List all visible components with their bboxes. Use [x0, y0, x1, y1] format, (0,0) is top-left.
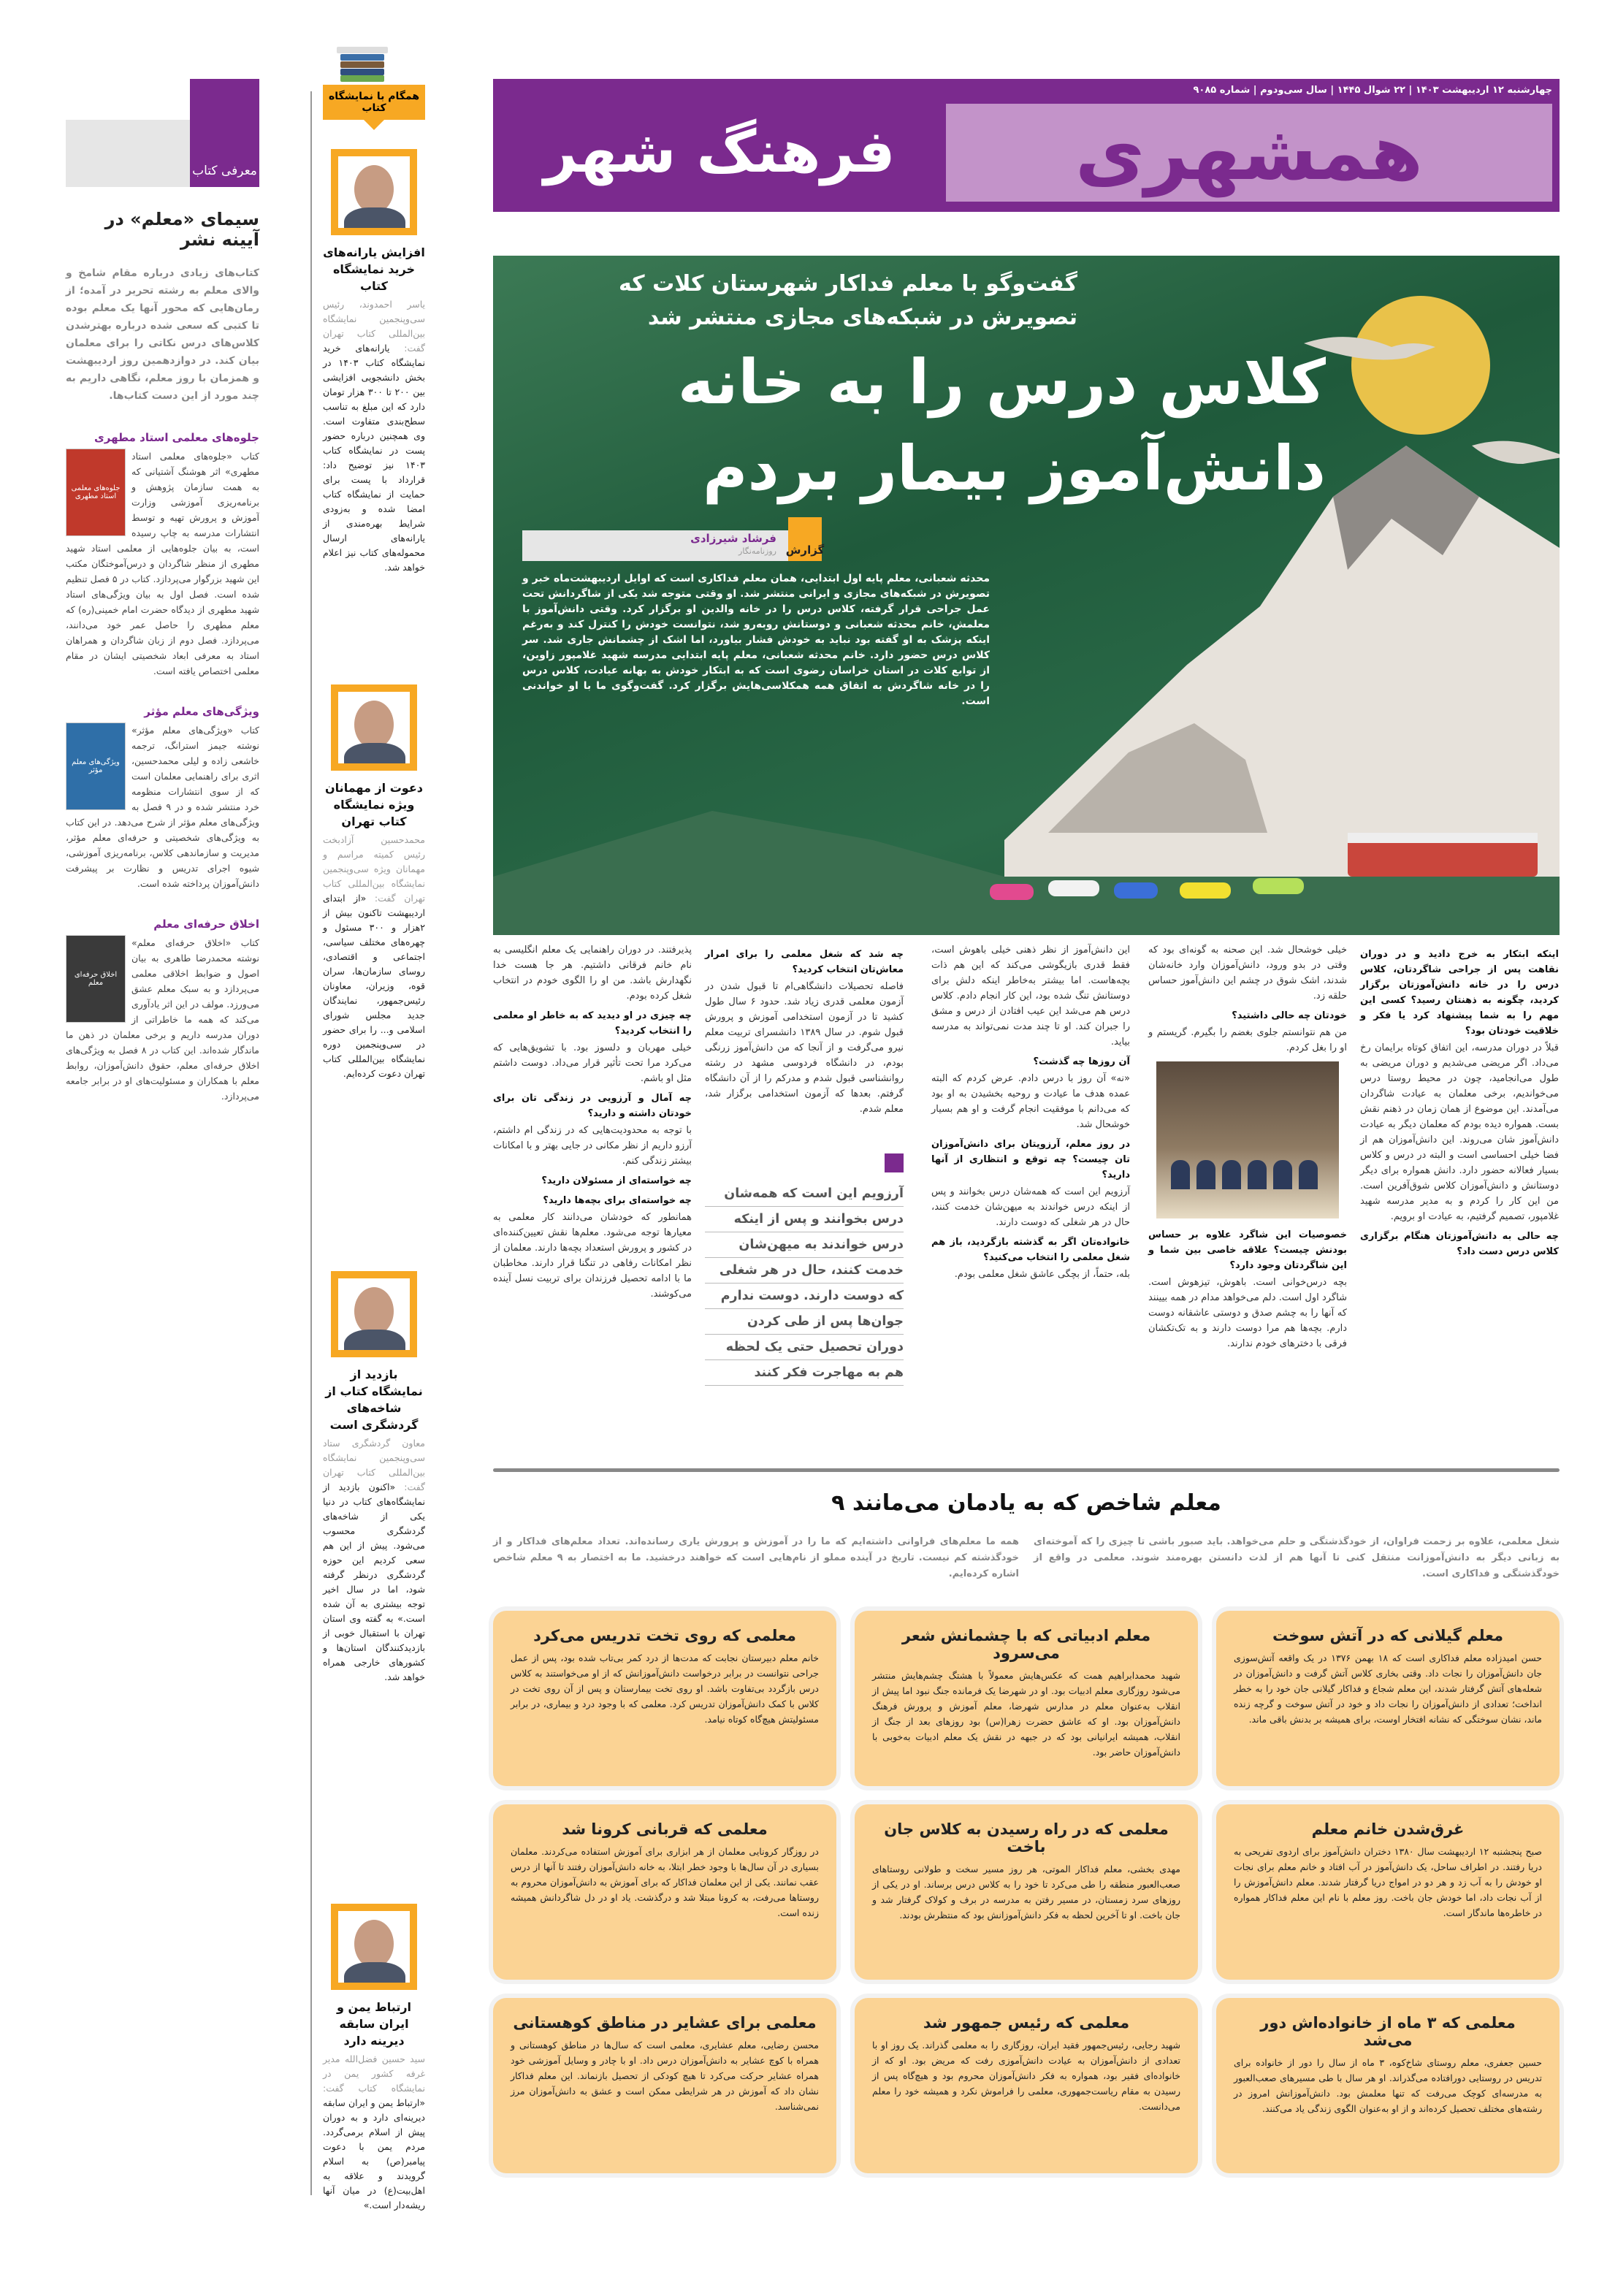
- masthead: [493, 79, 1560, 212]
- section-logo: فرهنگ شهر: [543, 118, 896, 186]
- portrait-photo: [331, 1271, 417, 1357]
- teacher-profile-title: غرق‌شدن خانم معلم: [1311, 1820, 1465, 1838]
- teacher-profile-box: [493, 1611, 836, 1786]
- interview-question: چه خواسته‌ای برای بچه‌ها دارید؟: [543, 1195, 692, 1206]
- interview-answer: بچه درس‌خوانی است. باهوش، تیزهوش است. شاگرد اول است. دلم می‌خواهد مدام در همه بیینند که آنها را به چشم صدق و دوستی عاشقانه دوست دارم. بچه‌ها هم مرا دوست دارند و به تک‌تکشان فرقی با دخترهای خودم ندارند.: [1148, 1277, 1347, 1349]
- book-review-title: اخلاق حرفه‌ای معلم: [153, 918, 259, 931]
- teacher-profile-text: در روزگار کرونایی معلمان از هر ابزاری برای آموزش استفاده می‌کردند. معلمان بسیاری در آن سال‌ها با وجود خطر ابتلا، به خانه دانش‌آموزان رفتند تا آنها از درس عقب نمانند. یکی از این معلمان فداکار که برای آموزش به دانش‌آموزان محروم به روستاها می‌رفت، به کرونا مبتلا شد و درگذشت. یاد او در دل شاگردانش همیشه زنده است.: [511, 1846, 819, 1918]
- interview-answer: با توجه به محدودیت‌هایی که در زندگی ام داشتم، آرزو داریم از نظر مکانی در جایی بهتر و با امکانات بیشتر زندگی کنم.: [493, 1125, 692, 1167]
- interview-question: چه چیزی در او دیدید که به خاطر او معلمی را انتخاب کردید؟: [493, 1010, 692, 1037]
- author-name: فرشاد شیرزادی: [690, 532, 776, 545]
- interview-question: اینکه ابتکار به خرج دادید و در دوران نقاهت پس از جراحی شاگردتان، کلاس درس را در خانه دانش‌آموزتان برگزار کردید، چگونه به ذهنتان رسید؟ کسی این مهم را به شما پیشنهاد کرد یا فکر و خلاقیت خودتان بود؟: [1360, 949, 1559, 1037]
- book-fair-header: همگام با نمایشگاه کتاب: [323, 85, 425, 120]
- book-review-text: کتاب «ویژگی‌های معلم مؤثر» نوشته جیمز استرانگ، ترجمه خاشعی زاده و لیلی محمدحسین، اثری برای راهنمایی معلمان است که از سوی انتشارات منظومه خرد منتشر شده و در ۹ فصل به ویژگی‌های معلم مؤثر از شرح می‌دهد. در این کتاب به ویژگی‌های شخصیتی و حرفه‌ای معلم مؤثر، مدیریت و سازماندهی کلاس، برنامه‌ریزی آموزشی، شیوه اجرای تدریس و نظارت بر پیشرفت دانش‌آموزان پرداخته شده است.: [66, 725, 259, 889]
- interview-answer: همانطور که خودشان می‌دانند کار معلمی به معیارها توجه می‌شود. معلم‌ها نقش تعیین‌کننده‌ای در کشور و پرورش استعداد بچه‌ها دارند. معلمان از نظر امکانات رفاهی در تنگنا قرار دارند. مخاطبان ما با ادامه تحصیل فرزندان برای تربیت نسل آینده می‌کوشند.: [493, 1212, 692, 1300]
- news-brief-text: [323, 833, 425, 1081]
- teacher-profile-title: معلم گیلانی که در آتش سوخت: [1272, 1627, 1504, 1644]
- teacher-profile-title: معلمی که قربانی کرونا شد: [562, 1820, 768, 1838]
- teacher-profile-text: خانم معلم دبیرستان نجابت که مدت‌ها از درد کمر بی‌تاب شده بود، پس از عمل جراحی نتوانست در برابر درخواست دانش‌آموزانش که از او می‌خواستند به کلاس درس بازگردد بی‌تفاوت باشد. او روی تخت بیمارستان و پس از آن روی تخت در کلاس با کمک دانش‌آموزان تدریس کرد. معلمی که با وجود درد و بیماری، در برابر مسئولیتش هیچ‌گاه کوتاه نیامد.: [511, 1652, 819, 1725]
- book-review-text: کتاب «جلوه‌های معلمی استاد مطهری» اثر هوشنگ آشتیانی که به همت سازمان پژوهش و برنامه‌ریزی آموزشی وزارت آموزش و پرورش تهیه و توسط انتشارات مدرسه به چاپ رسیده است، به بیان جلوه‌هایی از معلمی استاد شهید مطهری از منظر شاگردان و درس‌آموختگان مکتب این شهید بزرگوار می‌پردازد. کتاب در ۵ فصل تنظیم شده است. فصل اول به بیان ویژگی‌های استاد شهید مطهری از دیدگاه حضرت امام خمینی(ره) که معلم مطهری را حاصل عمر خود می‌دانند، می‌پردازد. فصل دوم از زبان شاگردان و همراهان استاد به معرفی ابعاد شخصیتی ایشان در مقام معلمی اختصاص یافته است.: [66, 451, 259, 676]
- news-brief-text: [323, 297, 425, 575]
- teacher-profile-box: [1216, 1611, 1560, 1786]
- teacher-profile-box: [493, 1804, 836, 1980]
- interview-question: چه حالی به دانش‌آموزتان هنگام برگزاری کلاس درس دست داد؟: [1360, 1231, 1559, 1257]
- teacher-profile-title: معلمی برای عشایر در مناطق کوهستانی: [513, 2014, 817, 2032]
- chalk-white: [1048, 880, 1099, 896]
- person-image: [338, 1911, 410, 1983]
- teacher-profile-box: [1216, 1998, 1560, 2173]
- section-intro-right: شغل معلمی، علاوه بر زحمت فراوان، از خودگذشتگی و حلم می‌خواهد. باید صبور باشی تا چیزی را که آموخته‌ای به زبانی دیگر به دانش‌آموزانت منتقل کنی تا آنها هم از لذت دانستن بهره‌مند شوند. معلمی در واقع از خودگذشتگی و فداکاری است.: [1034, 1536, 1560, 1579]
- teacher-profile-title: معلمی که در راه رسیدن به کلاس جان باخت: [884, 1820, 1169, 1856]
- teacher-profile-text: حسن امیدزاده معلم فداکاری است که ۱۸ بهمن ۱۳۷۶ در یک واقعه آتش‌سوزی جان دانش‌آموزان را نجات داد. وقتی بخاری کلاس آتش گرفت و دانش‌آموزان در شعله‌های آتش گرفتار شدند، این معلم شجاع و فداکار گیلانی جان خود را به خطر انداخت؛ تعدادی از دانش‌آموزان را نجات داد و خود در آتش سوخت و گرچه زنده ماند، نشان سوختگی که نشانه افتخار اوست، برای همیشه بر بدنش باقی ماند.: [1234, 1652, 1542, 1725]
- news-brief-lead: معاون گردشگری ستاد سی‌وپنجمین نمایشگاه بین‌المللی کتاب تهران گفت:: [323, 1438, 425, 1492]
- news-brief-body: «اکنون بازدید از نمایشگاه‌های کتاب در دنیا یکی از شاخه‌های گردشگری محسوب می‌شود. پیش از این هم سعی کردیم این حوزه گردشگری درنظر گرفته شود، اما در سال اخیر توجه بیشتری به آن شده است.» به گفته وی استان تهران با استقبال خوبی از بازدیدکنندگان استان‌ها و کشورهای خارجی همراه خواهد شد.: [323, 1481, 425, 1682]
- interview-question: در روز معلم، آرزویتان برای دانش‌آموزان تان چیست؟ چه توقع و انتظاری از آنها دارید؟: [931, 1139, 1130, 1181]
- news-brief-lead: سید حسین فضل‌الله مدیر غرفه کشور یمن در نمایشگاه کتاب گفت:: [323, 2053, 425, 2094]
- news-brief-text: [323, 2052, 425, 2213]
- teacher-profiles-grid: [493, 1611, 1560, 2173]
- article-column: [705, 942, 904, 1386]
- article-column: [493, 942, 692, 1305]
- news-brief-title: دعوت از مهمانان ویژه نمایشگاه کتاب تهران: [325, 781, 423, 828]
- issue-date: چهارشنبه ۱۲ اردیبهشت ۱۴۰۳ | ۲۲ شوال ۱۴۴۵ | سال سی‌ودوم | شماره ۹۰۸۵: [1193, 85, 1552, 96]
- interview-answer: خیلی خوشحال شد. این صحنه به گونه‌ای بود که وقتی در بدو ورود، دانش‌آموزان وارد خانه‌شان شدند، اشک شوق در چشم این دانش‌آموز حساس حلقه زد.: [1148, 945, 1347, 1002]
- teacher-profile-text: محسن رضایی، معلم عشایری، معلمی است که سال‌ها در مناطق کوهستانی و همراه با کوچ عشایر به دانش‌آموزان درس داد. او با چادر و وسایل آموزشی خود همراه عشایر حرکت می‌کرد تا هیچ کودکی از تحصیل بازنماند. این معلم فداکار نشان داد که آموزش در هر شرایطی ممکن است و عشق به دانش‌آموزان مرز نمی‌شناسد.: [511, 2040, 819, 2112]
- article-type-badge: گزارش: [788, 517, 822, 561]
- book-fair-column: [299, 44, 425, 2213]
- student-figure: [1248, 1160, 1267, 1189]
- interview-question: خصوصیات این شاگرد علاوه بر حساس بودنش چیست؟ علاقه خاصی بین شما و این شاگردتان وجود دارد؟: [1148, 1229, 1347, 1271]
- news-brief-body: «ارتباط یمن و ایران سابقه دیرینه‌ای دارد و به دوران پیش از اسلام برمی‌گردد. مردم یمن با دعوت پیامبر(ص) به اسلام گرویدند و علاقه به اهل‌بیت(ع) در میان آنها ریشه‌دار است.»: [323, 2097, 425, 2211]
- teacher-profile-box: [1216, 1804, 1560, 1980]
- teacher-profile-box: [855, 1998, 1198, 2173]
- teacher-profile-title: معلم ادبیاتی که با چشمانش شعر می‌سرود: [901, 1627, 1151, 1662]
- book-review-title: جلوه‌های معلمی استاد مطهری: [94, 431, 259, 444]
- news-brief: [323, 149, 425, 575]
- article-column: [1148, 942, 1347, 1354]
- news-brief-title: ارتباط یمن و ایران سابقه دیرینه دارد: [336, 2000, 412, 2048]
- section-tag-bar: [66, 120, 259, 187]
- teacher-profile-text: شهید محمدابراهیم همت که عکس‌هایش معمولاً با هشتگ چشم‌هایش منتشر می‌شود روزگاری معلم ادبیات بود. او در شهرضا یک فرمانده جنگ نبود اما پیش از انقلاب به‌عنوان معلم در مدارس شهرضا، معلم آموزش و پرورش فرهنگ دانش‌آموزان بود. او که عاشق حضرت زهرا(س) بود روزهای بعد از جنگ از انقلاب، همیشه ایرانیانی بود که در جبهه در نقش یک معلم ادبیات به‌خوبی با دانش‌آموزان حاضر بود.: [872, 1670, 1180, 1758]
- interview-question: چه خواسته‌ای از مسئولان دارید؟: [541, 1175, 692, 1186]
- student-figure: [1273, 1160, 1292, 1189]
- book-cover-title: اخلاق حرفه‌ای معلم: [74, 971, 118, 987]
- hero-text-stack: [522, 267, 1326, 709]
- book-cover-title: جلوه‌های معلمی استاد مطهری: [71, 484, 121, 500]
- news-brief: [323, 1271, 425, 1685]
- teacher-profile-title: معلمی که ۳ ماه از خانواده‌اش دور می‌شد: [1260, 2014, 1516, 2049]
- chalk-green: [1253, 878, 1304, 894]
- teacher-profile-text: حسین جعفری، معلم روستای شاخ‌کوه، ۳ ماه از سال را دور از خانواده برای تدریس در روستایی دورافتاده می‌گذراند. او هر سال با طی مسیرهای صعب‌العبور به مدرسه‌ای کوچک می‌رفت که تنها معلمش بود. دانش‌آموزانش امروز در رشته‌های مختلف تحصیل کرده‌اند و از او به‌عنوان الگوی زندگی یاد می‌کنند.: [1234, 2057, 1542, 2114]
- person-image: [338, 1278, 410, 1350]
- interview-answer: این دانش‌آموز از نظر ذهنی خیلی باهوش است، فقط قدری بازیگوشی می‌کند که این هم ذات بچه‌هاست. اما بیشتر به‌خاطر اینکه دلش برای دوستانش تنگ شده بود، این کار انجام دادم. کلاس درس هم می‌شد این عیب افتادن از درس و مشق را جبران کند. او تا چند مدت نمی‌تواند به مدرسه بیاید.: [931, 945, 1130, 1048]
- classroom-photo: [1156, 1061, 1339, 1218]
- portrait-photo: [331, 149, 417, 235]
- sidebar-intro: کتاب‌های زیادی درباره مقام شامخ و والای معلم به رشته تحریر در آمده؛ از رمان‌هایی که محور آنها یک معلم بوده تا کتبی که سعی شده درباره بهترشدن کلاس‌های درس نکاتی را برای معلمان بیان کند. در دوازدهمین روز اردیبهشت و همزمان با روز معلم، نگاهی داریم به چند مورد از این دست کتاب‌ها.: [66, 267, 259, 402]
- student-figure: [1222, 1160, 1241, 1189]
- byline: [522, 530, 825, 561]
- book-cover-image: [66, 722, 126, 810]
- person-image: [338, 692, 410, 763]
- student-figure: [1171, 1160, 1190, 1189]
- news-brief-body: «از ابتدای اردیبهشت تاکنون بیش از ۲هزار و ۳۰۰ مسئول و چهره‌های مختلف سیاسی، اجتماعی و اقتصادی، روسای سازمان‌ها، سران قوه، وزیران، معاونان رئیس‌جمهور، نمایندگان جدید مجلس شورای اسلامی و... را برای حضور در سی‌وپنجمین دوره نمایشگاه بین‌المللی کتاب تهران دعوت کرده‌ایم.: [323, 893, 425, 1079]
- book-cover-title: ویژگی‌های معلم مؤثر: [72, 758, 120, 774]
- book-cover-image: [66, 935, 126, 1023]
- book-intro-sidebar: [66, 79, 259, 1104]
- article-column: [1360, 942, 1559, 1261]
- chalk-blue: [1114, 882, 1158, 899]
- pull-quote-line: که دوست دارند. دوست ندارم: [705, 1284, 904, 1309]
- news-brief: [323, 684, 425, 1081]
- section-intro-left: همه ما معلم‌های فراوانی داشته‌ایم که ما را در آموزش و پرورش یاری رسانده‌اند. تعداد معلم‌های فداکار و از خودگذشته کم نیست. تاریخ در آینده مملو از نام‌هایی است که خواهند درخشید. ما به اختصار به ۹ معلم شاخص اشاره کرده‌ایم.: [493, 1536, 1019, 1579]
- book-cover-image: [66, 449, 126, 536]
- interview-answer: پذیرفتند. در دوران راهنمایی یک معلم انگلیسی به نام خانم فرقانی داشتیم. هر جا هست خدا نگهدارش باشد. من او را الگوی خودم در انتخاب شغل کرده بودم.: [493, 945, 692, 1002]
- interview-question: آن روزها چه گذشت؟: [1033, 1056, 1130, 1067]
- teacher-profile-title: معلمی که رئیس جمهور شد: [923, 2014, 1130, 2032]
- teacher-profile-title: معلمی که روی تخت تدریس می‌کرد: [533, 1627, 796, 1644]
- pull-quote-line: درس بخوانند و پس از اینکه: [705, 1207, 904, 1232]
- interview-answer: «نه» آن روز با درس دادم. عرض کردم که البته عمده هدف ما عیادت و روحیه بخشیدن به او بود که می‌دانم با موفقیت انجام گرفت و او هم بسیار خوشحال شد.: [931, 1073, 1130, 1130]
- main-headline: کلاس درس را به خانه دانش‌آموز بیمار بردم: [677, 346, 1326, 504]
- book-review-text: کتاب «اخلاق حرفه‌ای معلم» نوشته محمدرضا طاهری به بیان اصول و ضوابط اخلاقی معلمی می‌پردازد و به سبک معلم عشق می‌ورزد. مولف در این اثر یادآوری می‌کند که همه ما خاطراتی از دوران مدرسه داریم و برخی معلمان در ذهن ما ماندگار شده‌اند. این کتاب در ۸ فصل به ویژگی‌های اخلاق حرفه‌ای معلم، حقوق دانش‌آموزان، روابط معلم با همکاران و مسئولیت‌های او در برابر جامعه می‌پردازد.: [66, 937, 259, 1102]
- interview-question: چه آمال و آرزویی در زندگی تان برای خودتان داشته و دارید؟: [493, 1093, 692, 1119]
- hero-illustration: [493, 256, 1560, 935]
- pull-quote-line: درس خواندند به میهن‌شان: [705, 1232, 904, 1258]
- interview-question: خانواده‌تان اگر به گذشته بازگردید، باز هم شغل معلمی را انتخاب می‌کنید؟: [931, 1237, 1130, 1263]
- cloud-shape: [1472, 441, 1560, 464]
- teacher-profile-text: مهدی بخشی، معلم فداکار الموتی، هر روز مسیر سخت و طولانی روستاهای صعب‌العبور منطقه را طی می‌کرد تا خود را به کلاس درس برساند. او در یکی از روزهای سرد زمستان، در مسیر رفتن به مدرسه در برف و کولاک گرفتار شد و جان باخت. او تا آخرین لحظه به فکر دانش‌آموزانش بود که منتظرش بودند.: [872, 1864, 1180, 1921]
- pull-quote-line: آرزویم این است که همه‌شان: [705, 1181, 904, 1207]
- interview-answer: قبلاً در دوران مدرسه، این اتفاق کوتاه برایمان رخ می‌داد. اگر مریضی می‌شدیم و دوران مریضی به طول می‌انجامید، چون در محیط روستا درس می‌خواندیم، برخی معلمان به عیادت شاگردان می‌آمدند. این موضوع از همان زمان در ذهنم نقش بست. همواره دیده بودم که معلمان دیگر به عیادت دانش‌آموز شان می‌روند. این دانش‌آموزان هم از فضا خیلی احساسی است و البته در درس و کلاس بسیار فعالانه حضور دارد. دانش همواره برای دیگر دوستانش و دانش‌آموزان کلاس شوق‌آفرین است. من این کار را کردم و به مدیر مدرسه شهید غلامپور، تصمیم گرفتیم، به عیادت او برویم.: [1360, 1042, 1559, 1222]
- pull-quote-line: هم به مهاجرت فکر کنند: [705, 1360, 904, 1386]
- chalk-pink: [990, 884, 1034, 900]
- news-brief-body: یارانه‌های خرید نمایشگاه کتاب ۱۴۰۳ در بخش دانشجویی افزایشی بین ۲۰۰ تا ۳۰۰ هزار تومان دارد که این مبلغ به تناسب سطح‌بندی متفاوت است. وی همچنین درباره حضور پست در نمایشگاه کتاب ۱۴۰۳ نیز توضیح داد: قرارداد با پست برای حمایت از نمایشگاه کتاب امضا شده و به‌زودی شرایط بهره‌مندی از یارانه‌های ارسال محموله‌های کتاب نیز اعلام خواهد شد.: [323, 343, 425, 573]
- column-divider: [310, 91, 312, 2195]
- section-divider: [493, 1468, 1560, 1472]
- section-tag: معرفی کتاب: [190, 79, 259, 187]
- interview-question: خودتان چه حالی داشتید؟: [1232, 1010, 1347, 1021]
- interview-answer: فاصله تحصیلات دانشگاهی‌ام تا قبول شدن در آزمون معلمی قدری زیاد شد. حدود ۶ سال طول کشید تا در آزمون استخدامی آموزش و پرورش قبول شوم. در سال ۱۳۸۹ دانشسرای تربیت معلم نیرو می‌گرفت و از آنجا که من دانش‌آموز زرنگی بودم، در دانشگاه فردوسی مشهد در رشته روانشناسی قبول شدم و مدرکم را از آن دانشگاه گرفتم. بعدها که آزمون استخدامی برگزار شد، معلم شدم.: [705, 981, 904, 1115]
- pull-quote: [705, 1153, 904, 1386]
- interview-answer: بله، حتماً، از بچگی عاشق شغل معلمی بودم.: [954, 1269, 1130, 1280]
- books-stack-icon: [333, 44, 392, 80]
- article-lede: محدثه شعبانی، معلم پایه اول ابتدایی، همان معلم فداکاری است که اوایل اردیبهشت‌ماه خبر و تصویرش در شبکه‌های مجازی و ایرانی منتشر شد. او وقتی متوجه شد یکی از شاگردانش تحت عمل جراحی قرار گرفته، کلاس درس را در خانه والدین او برگزار کرد. وقتی دانش‌آموز با معلمش، خانم محدثه شعبانی و دوستانش روبه‌رو شد، نتوانست خودش را کنترل کند و به‌رغم اینکه پزشک به او گفته بود نباید به خودش فشار بیاورد، اما اشک از چشمانش جاری شد. سر کلاس درس حضور دارد. خانم محدثه شعبانی، معلم پایه ابتدایی مدرسه شهید غلامپور زاوین، از توابع کلات در استان خراسان رضوی است که به ابتکار خودش به بهانه عیادت، کلاس درس را در خانه شاگردش به اتفاق همه همکلاسی‌هایش برگزار کرد. گفت‌وگوی ما با او خواندنی است.: [522, 573, 990, 707]
- moon-shape: [1351, 296, 1490, 435]
- student-figure: [1299, 1160, 1318, 1189]
- book-review: [66, 431, 259, 679]
- news-brief-title: بازدید از نمایشگاه کتاب از شاخه‌های گردشگری است: [325, 1368, 423, 1432]
- interview-question: چه شد که شغل معلمی را برای امرار معاش‌تان انتخاب کردید؟: [705, 949, 904, 975]
- portrait-photo: [331, 684, 417, 771]
- sidebar-title: سیمای «معلم» در آیینه نشر: [104, 209, 259, 250]
- pull-quote-line: جوان‌ها پس از طی کردن: [705, 1309, 904, 1335]
- teacher-profile-box: [855, 1611, 1198, 1786]
- news-brief-lead: یاسر احمدوند، رئیس سی‌وپنجمین نمایشگاه بین‌المللی کتاب تهران گفت:: [323, 299, 425, 354]
- author-role: روزنامه‌نگار: [738, 546, 776, 556]
- person-image: [338, 156, 410, 228]
- section-title: ۹ معلم شاخص که به یادمان می‌مانند: [831, 1490, 1221, 1516]
- student-figure: [1196, 1160, 1215, 1189]
- quote-marker-icon: [885, 1153, 904, 1172]
- chalk-yellow: [1180, 882, 1231, 899]
- interview-answer: خیلی مهربان و دلسوز بود. با تشویق‌هایی که می‌کرد مرا تحت تأثیر قرار می‌داد. دوست داشتم مثل او باشم.: [493, 1042, 692, 1084]
- news-brief: [323, 1904, 425, 2213]
- teacher-profile-text: صبح پنجشنبه ۱۲ اردیبهشت سال ۱۳۸۰ دختران دانش‌آموز برای اردوی تفریحی به دریا رفتند. در اطراف ساحل، یک دانش‌آموز در آب افتاد و خانم معلم برای نجات او خودش را به آب زد و هر دو در امواج دریا گرفتار شدند. معلم دانش‌آموزش را از آب نجات داد، اما خودش جان باخت. روز معلم با نام این معلم فداکار همواره در خاطره‌ها ماندگار است.: [1234, 1846, 1542, 1918]
- pull-quote-line: خدمت کنند، حال در هر شغلی: [705, 1258, 904, 1284]
- pull-quote-line: دوران تحصیل حتی یک لحظه: [705, 1335, 904, 1360]
- portrait-photo: [331, 1904, 417, 1990]
- news-brief-title: افزایش یارانه‌های خرید نمایشگاه کتاب: [323, 245, 425, 293]
- book-review: [66, 918, 259, 1104]
- headline-kicker: گفت‌وگو با معلم فداکار شهرستان کلات که تصویرش در شبکه‌های مجازی منتشر شد: [618, 271, 1077, 330]
- article-column: [931, 942, 1130, 1285]
- teacher-profile-box: [855, 1804, 1198, 1980]
- book-review-title: ویژگی‌های معلم مؤثر: [144, 705, 259, 718]
- interview-answer: آرزویم این است که همه‌شان درس بخوانند و پس از اینکه درس خواندند به میهن‌شان خدمت کنند، حال در هر شغلی که دوست دارند.: [931, 1186, 1130, 1228]
- news-brief-text: [323, 1436, 425, 1685]
- newspaper-logo: همشهری: [946, 104, 1552, 202]
- teacher-profile-text: شهید رجایی، رئیس‌جمهور فقید ایران، روزگاری را به معلمی گذراند. یک روز او با تعدادی از دانش‌آموزان به عیادت دانش‌آموزی رفت که مریض بود. او که از خانواده‌ای فقیر بود، همواره به فکر دانش‌آموزان محروم بود و هیچ‌گاه پس از رسیدن به مقام ریاست‌جمهوری، معلمی را فراموش نکرد و همیشه خود را معلم می‌دانست.: [872, 2040, 1180, 2112]
- news-brief-lead: محمدحسین آزادبخت رئیس کمیته مراسم و مهمانان ویژه سی‌وپنجمین نمایشگاه بین‌المللی کتاب تهران گفت:: [323, 834, 425, 904]
- teacher-profile-box: [493, 1998, 836, 2173]
- interview-answer: من هم نتوانستم جلوی بغضم را بگیرم. گریستم و او را بغل کردم.: [1148, 1027, 1347, 1053]
- book-review: [66, 705, 259, 891]
